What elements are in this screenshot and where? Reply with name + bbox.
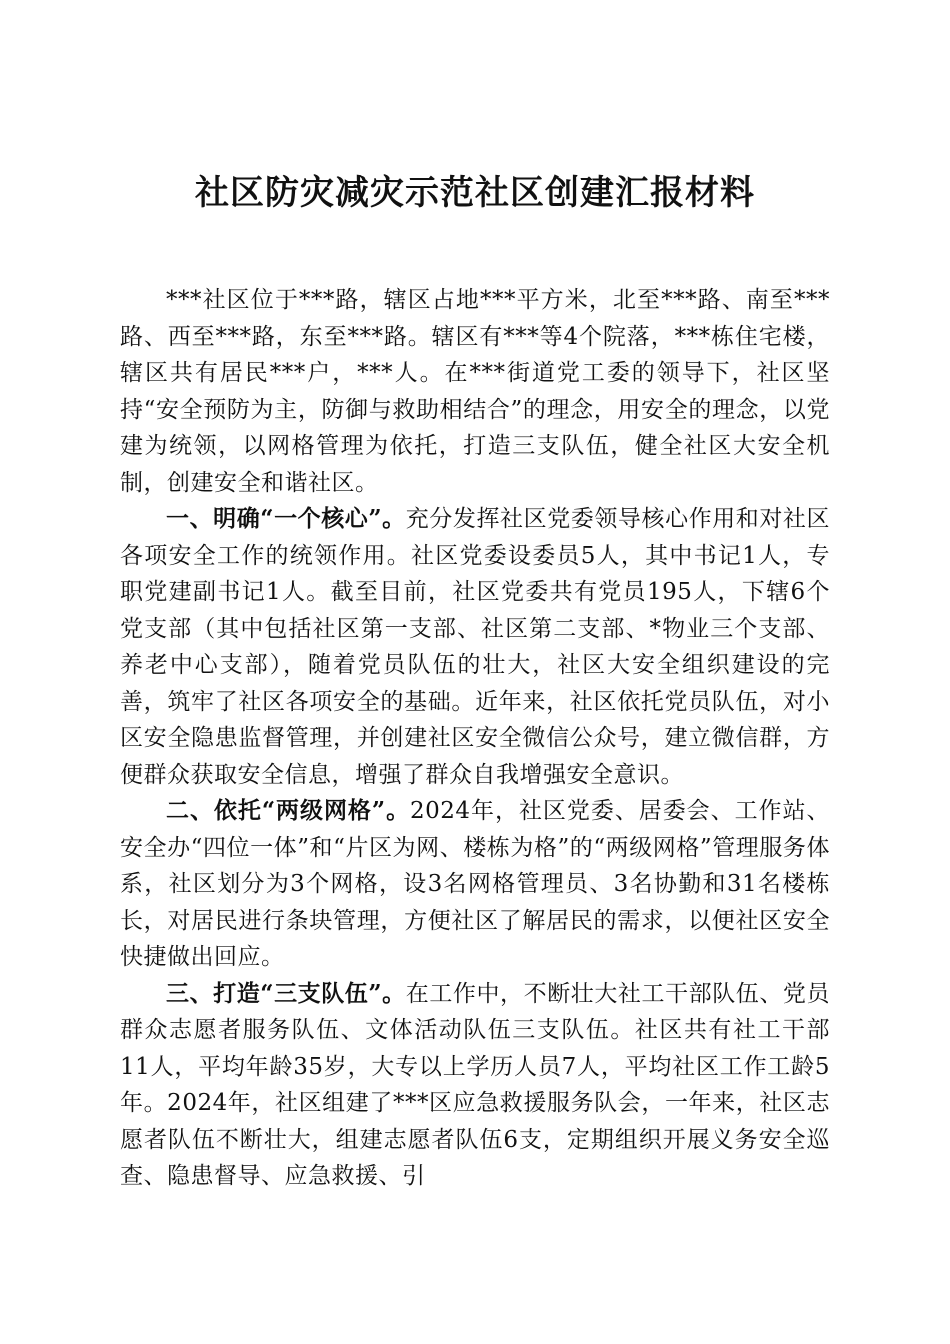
document-title: 社区防灾减灾示范社区创建汇报材料 [195, 173, 755, 213]
paragraph-text: 在工作中，不断壮大社工干部队伍、党员群众志愿者服务队伍、文体活动队伍三支队伍。社区共有社工干部11人，平均年龄35岁，大专以上学历人员7人，平均社区工作工龄5年。2024年，社区组建了***区应急救援服务队会，一年来，社区志愿者队伍不断壮大，组建志愿者队伍6支，定期组织开展义务安全巡查、隐患督导、应急救援、引 [120, 980, 830, 1189]
intro-paragraph [120, 282, 830, 501]
section-heading: 二、依托“两级网格”。 [166, 797, 411, 824]
section-three-paragraph [120, 976, 830, 1195]
document-body [120, 282, 830, 1195]
section-one-paragraph [120, 501, 830, 793]
section-two-paragraph [120, 793, 830, 976]
paragraph-text: 充分发挥社区党委领导核心作用和对社区各项安全工作的统领作用。社区党委设委员5人，其中书记1人，专职党建副书记1人。截至目前，社区党委共有党员195人，下辖6个党支部（其中包括社区第一支部、社区第二支部、*物业三个支部、养老中心支部），随着党员队伍的壮大，社区大安全组织建设的完善，筑牢了社区各项安全的基础。近年来，社区依托党员队伍，对小区安全隐患监督管理，并创建社区安全微信公众号，建立微信群，方便群众获取安全信息，增强了群众自我增强安全意识。 [120, 506, 830, 788]
section-heading: 三、打造“三支队伍”。 [166, 979, 406, 1007]
paragraph-text: 2024年，社区党委、居委会、工作站、安全办“四位一体”和“片区为网、楼栋为格”的“两级网格”管理服务体系，社区划分为3个网格，设3名网格管理员、3名协勤和31名楼栋长，对居民进行条块管理，方便社区了解居民的需求，以便社区安全快捷做出回应。 [120, 798, 830, 970]
paragraph-text: ***社区位于***路，辖区占地***平方米，北至***路、南至***路、西至***路，东至***路。辖区有***等4个院落，***栋住宅楼，辖区共有居民***户，***人。在***街道党工委的领导下，社区坚持“安全预防为主，防御与救助相结合”的理念，用安全的理念，以党建为统领，以网格管理为依托，打造三支队伍，健全社区大安全机制，创建安全和谐社区。 [120, 287, 830, 496]
section-heading: 一、明确“一个核心”。 [166, 505, 406, 532]
